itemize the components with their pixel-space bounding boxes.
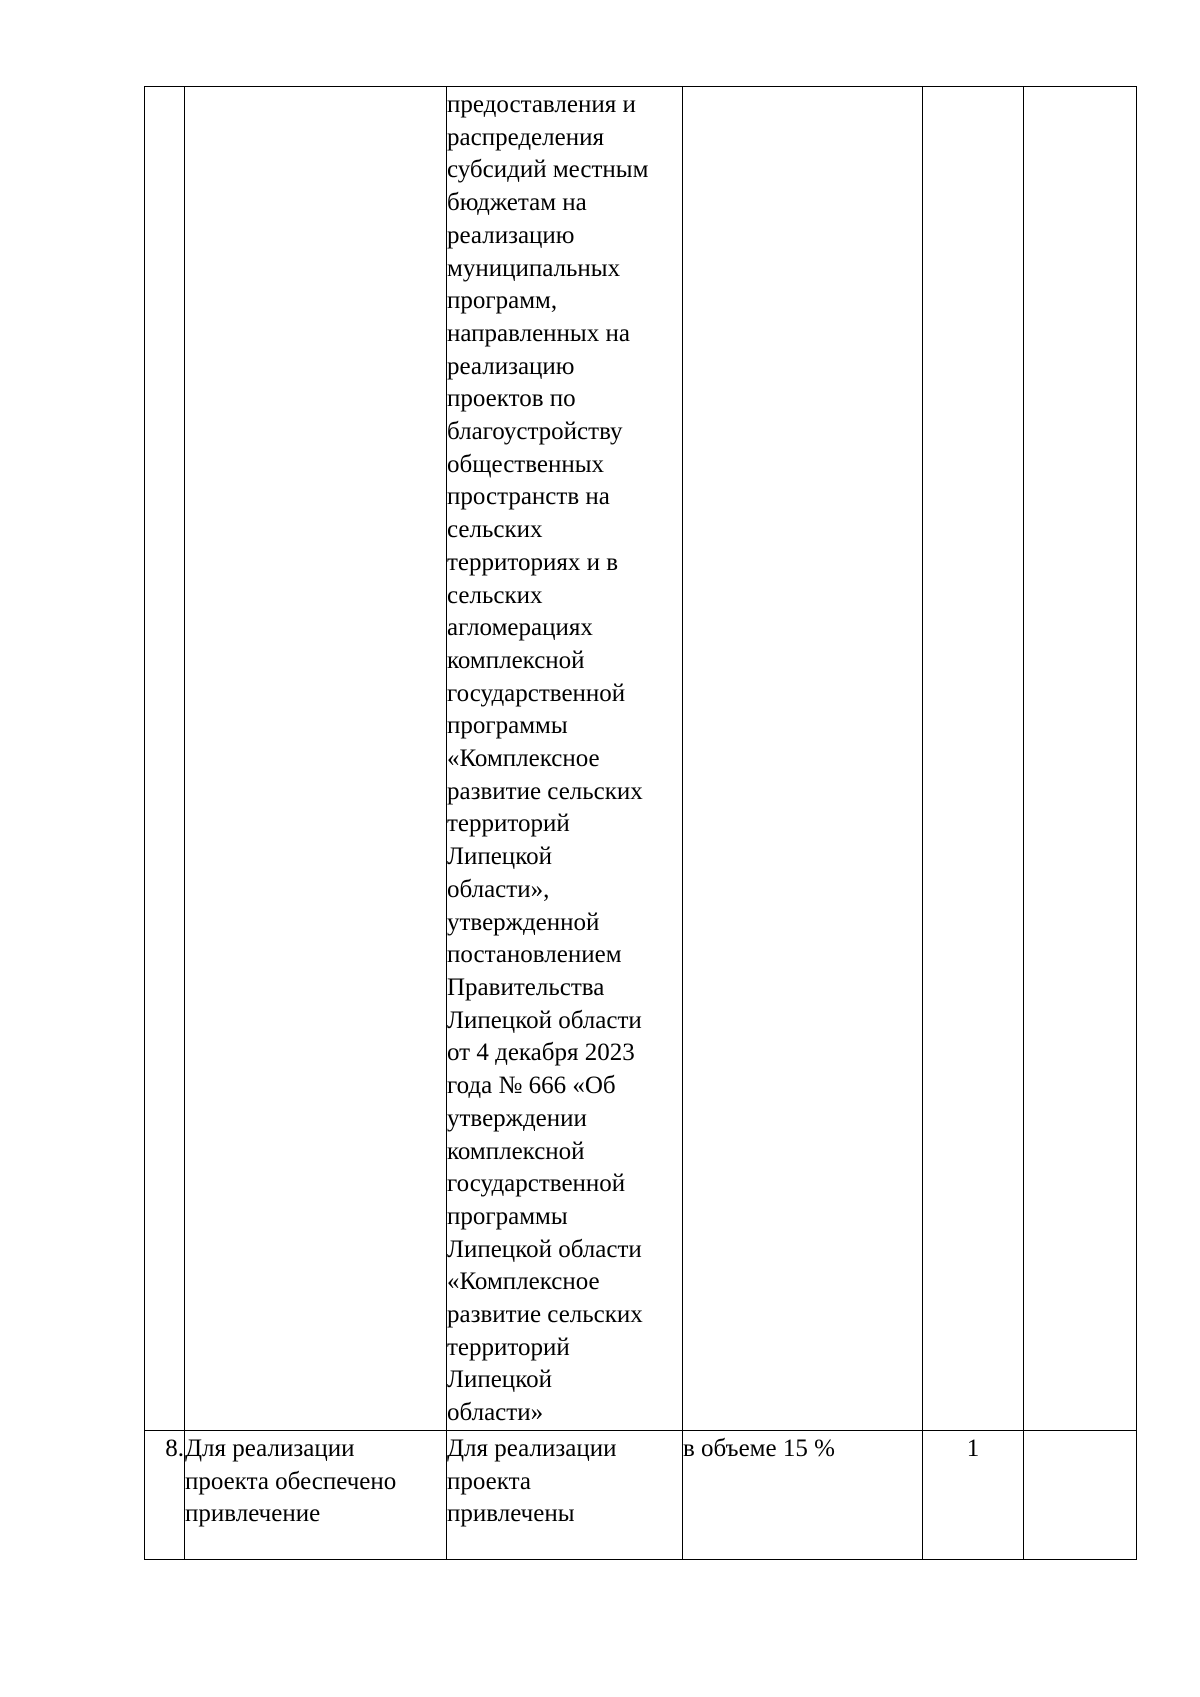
criterion-cell bbox=[185, 87, 447, 1431]
basis-line: «Комплексное bbox=[447, 1268, 600, 1296]
basis-line: комплексной bbox=[447, 1137, 585, 1165]
basis-line: субсидий местным bbox=[447, 156, 649, 184]
basis-line: проекта bbox=[447, 1467, 531, 1495]
basis-line: Липецкой области bbox=[447, 1006, 642, 1034]
basis-line: реализацию bbox=[447, 352, 575, 380]
table-row bbox=[145, 87, 1137, 1431]
table-row bbox=[145, 1430, 1137, 1559]
basis-line: области», bbox=[447, 875, 550, 903]
basis-cell bbox=[447, 1430, 683, 1559]
basis-line: утверждении bbox=[447, 1104, 587, 1132]
basis-cell bbox=[447, 87, 683, 1431]
basis-line: направленных на bbox=[447, 319, 630, 347]
points-cell: 1 bbox=[923, 1430, 1024, 1559]
basis-line: постановлением bbox=[447, 941, 622, 969]
basis-line: привлечены bbox=[447, 1500, 575, 1528]
extra-cell bbox=[1024, 87, 1137, 1431]
basis-line: области» bbox=[447, 1399, 544, 1427]
basis-line: государственной bbox=[447, 679, 626, 707]
basis-line: «Комплексное bbox=[447, 745, 600, 773]
basis-line: распределения bbox=[447, 123, 604, 151]
basis-line: комплексной bbox=[447, 646, 585, 674]
basis-line: программ, bbox=[447, 287, 558, 315]
basis-text bbox=[447, 89, 682, 1430]
basis-line: Правительства bbox=[447, 973, 605, 1001]
basis-line: Липецкой области bbox=[447, 1235, 642, 1263]
basis-line: территорий bbox=[447, 1333, 570, 1361]
basis-line: Липецкой bbox=[447, 1366, 552, 1394]
criterion-line: Для реализации bbox=[185, 1434, 355, 1462]
basis-line: программы bbox=[447, 1202, 568, 1230]
basis-line: муниципальных bbox=[447, 254, 621, 282]
basis-line: общественных bbox=[447, 450, 605, 478]
basis-line: территориях и в bbox=[447, 548, 619, 576]
basis-line: государственной bbox=[447, 1170, 626, 1198]
extra-cell bbox=[1024, 1430, 1137, 1559]
basis-line: года № 666 «Об bbox=[447, 1072, 616, 1100]
value-cell bbox=[683, 87, 923, 1431]
basis-line: благоустройству bbox=[447, 418, 623, 446]
criterion-cell bbox=[185, 1430, 447, 1559]
basis-line: развитие сельских bbox=[447, 1301, 643, 1329]
basis-line: предоставления и bbox=[447, 91, 636, 118]
criterion-line: проекта обеспечено bbox=[185, 1467, 397, 1495]
basis-line: Липецкой bbox=[447, 843, 552, 871]
basis-line: программы bbox=[447, 712, 568, 740]
basis-line: сельских bbox=[447, 581, 543, 609]
points-cell bbox=[923, 87, 1024, 1431]
basis-line: проектов по bbox=[447, 385, 576, 413]
basis-line: агломерациях bbox=[447, 614, 593, 642]
basis-line: Для реализации bbox=[447, 1434, 617, 1462]
basis-line: территорий bbox=[447, 810, 570, 838]
criterion-line: привлечение bbox=[185, 1500, 321, 1528]
value-cell: в объеме 15 % bbox=[683, 1430, 923, 1559]
basis-line: от 4 декабря 2023 bbox=[447, 1039, 635, 1067]
basis-line: пространств на bbox=[447, 483, 610, 511]
basis-line: развитие сельских bbox=[447, 777, 643, 805]
basis-line: реализацию bbox=[447, 221, 575, 249]
criteria-table bbox=[144, 86, 1137, 1560]
row-number-cell: 8. bbox=[145, 1430, 185, 1559]
basis-line: утвержденной bbox=[447, 908, 600, 936]
row-number-cell bbox=[145, 87, 185, 1431]
basis-line: сельских bbox=[447, 516, 543, 544]
basis-line: бюджетам на bbox=[447, 189, 587, 217]
